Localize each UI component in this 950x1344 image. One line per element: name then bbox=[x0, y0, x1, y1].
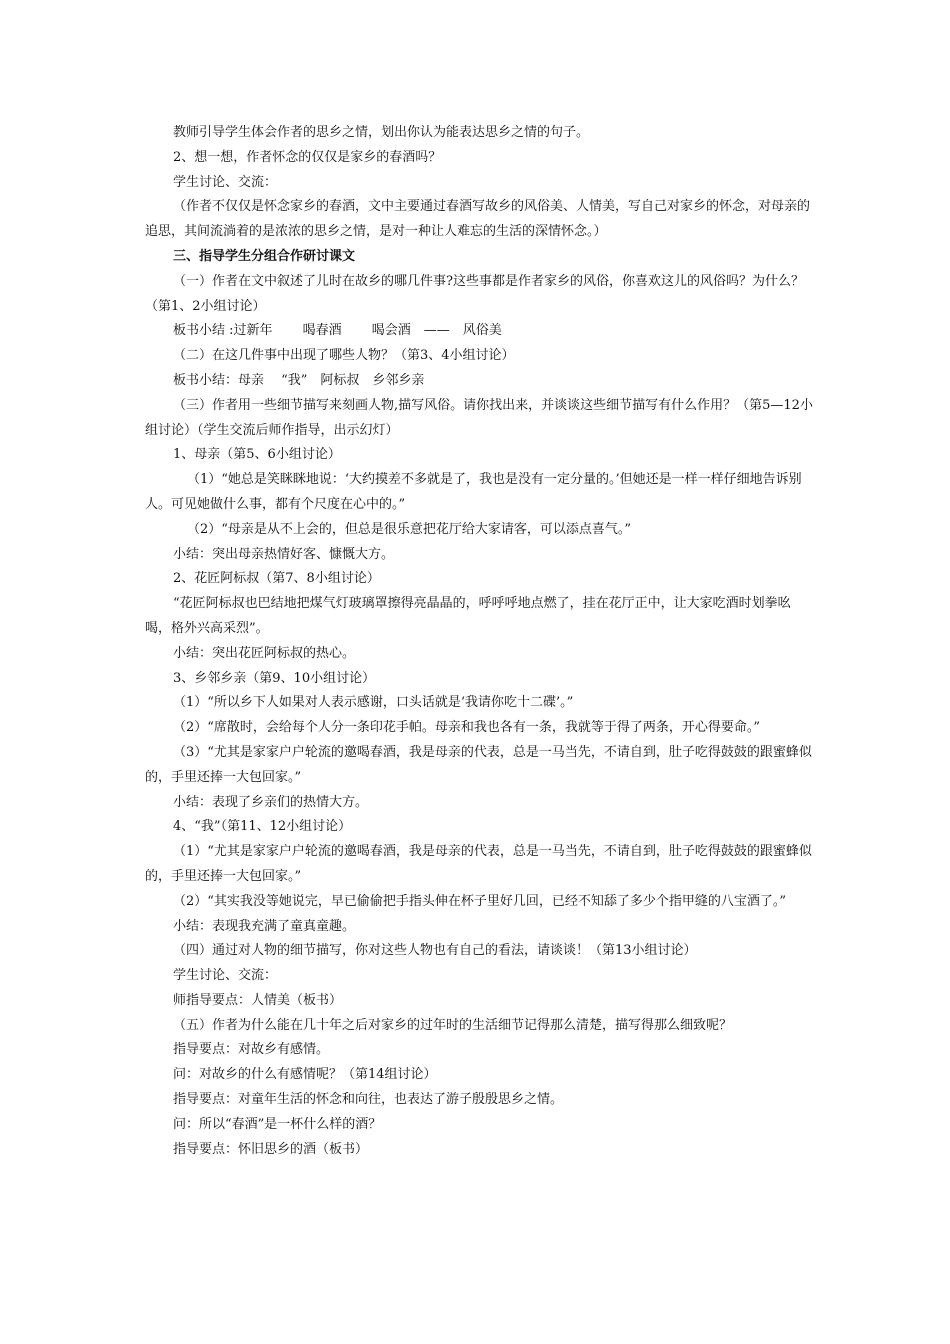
paragraph: 3、乡邻乡亲（第9、10小组讨论） bbox=[173, 670, 376, 686]
paragraph: 板书小结：母亲 “我” 阿标叔 乡邻乡亲 bbox=[173, 372, 425, 388]
paragraph: 学生讨论、交流： bbox=[173, 174, 278, 190]
paragraph: “花匠阿标叔也巴结地把煤气灯玻璃罩擦得亮晶晶的，呼呼呼地点燃了，挂在花厅正中，让大家吃酒时划拳吆喝，格外兴高采烈”。 bbox=[145, 596, 791, 636]
paragraph: （一）作者在文中叙述了儿时在故乡的哪几件事?这些事都是作者家乡的风俗，你喜欢这儿的风俗吗？为什么？（第1、2小组讨论） bbox=[145, 273, 804, 314]
paragraph: 问：对故乡的什么有感情呢？（第14组讨论） bbox=[173, 1067, 437, 1083]
paragraph: 2、花匠阿标叔（第7、8小组讨论） bbox=[173, 571, 380, 587]
paragraph: 师指导要点：人情美（板书） bbox=[173, 992, 343, 1008]
paragraph: 1、母亲（第5、6小组讨论） bbox=[173, 447, 341, 463]
paragraph: （2）“其实我没等她说完，早已偷偷把手指头伸在杯子里好几回，已经不知舔了多少个指甲缝的八宝酒了。” bbox=[173, 893, 787, 909]
paragraph: 板书小结 :过新年 喝春酒 喝会酒 —— 风俗美 bbox=[173, 323, 502, 339]
paragraph: （五）作者为什么能在几十年之后对家乡的过年时的生活细节记得那么清楚，描写得那么细致呢？ bbox=[173, 1017, 733, 1033]
document-body bbox=[145, 121, 815, 1162]
paragraph: 小结：表现了乡亲们的热情大方。 bbox=[173, 794, 369, 810]
paragraph: 小结：突出花匠阿标叔的热心。 bbox=[173, 645, 356, 661]
paragraph: 指导要点：怀旧思乡的酒（板书） bbox=[173, 1141, 369, 1157]
paragraph: 教师引导学生体会作者的思乡之情，划出你认为能表达思乡之情的句子。 bbox=[173, 125, 590, 140]
paragraph: （2）“席散时，会给每个人分一条印花手帕。母亲和我也各有一条，我就等于得了两条，开心得要命。” bbox=[173, 720, 761, 736]
paragraph: （1）“所以乡下人如果对人表示感谢，口头话就是‘我请你吃十二碟’。” bbox=[173, 695, 574, 711]
paragraph: 小结：突出母亲热情好客、慷慨大方。 bbox=[173, 546, 395, 562]
paragraph: 小结：表现我充满了童真童趣。 bbox=[173, 918, 356, 934]
section-heading: 三、指导学生分组合作研讨课文 bbox=[173, 248, 356, 264]
paragraph: （1）“她总是笑眯眯地说：‘大约摸差不多就是了，我也是没有一定分量的。’但她还是一样一样仔细地告诉别人。可见她做什么事，都有个尺度在心中的。” bbox=[145, 472, 802, 512]
paragraph: 指导要点：对童年生活的怀念和向往，也表达了游子殷殷思乡之情。 bbox=[173, 1092, 564, 1108]
paragraph: （四）通过对人物的细节描写，你对这些人物也有自己的看法，请谈谈！（第13小组讨论） bbox=[173, 943, 697, 959]
paragraph: 学生讨论、交流： bbox=[173, 968, 278, 984]
paragraph: 2、想一想，作者怀念的仅仅是家乡的春酒吗？ bbox=[173, 149, 442, 165]
paragraph: 4、“我”（第11、12小组讨论） bbox=[173, 819, 352, 835]
paragraph: 指导要点：对故乡有感情。 bbox=[173, 1042, 330, 1058]
paragraph: 问：所以“春酒”是一杯什么样的酒？ bbox=[173, 1116, 382, 1132]
paragraph: （1）“尤其是家家户户轮流的邀喝春酒，我是母亲的代表，总是一马当先，不请自到，肚子吃得鼓鼓的跟蜜蜂似的，手里还捧一大包回家。” bbox=[145, 844, 812, 884]
paragraph: （作者不仅仅是怀念家乡的春酒，文中主要通过春酒写故乡的风俗美、人情美，写自己对家乡的怀念，对母亲的追思，其间流淌着的是浓浓的思乡之情，是对一种让人难忘的生活的深情怀念。） bbox=[145, 199, 811, 240]
paragraph: （三）作者用一些细节描写来刻画人物,描写风俗。请你找出来，并谈谈这些细节描写有什么作用？（第5—12小组讨论）（学生交流后师作指导，出示幻灯） bbox=[145, 397, 813, 438]
paragraph: （二）在这几件事中出现了哪些人物？（第3、4小组讨论） bbox=[173, 348, 515, 364]
paragraph: （3）“尤其是家家户户轮流的邀喝春酒，我是母亲的代表，总是一马当先，不请自到，肚子吃得鼓鼓的跟蜜蜂似的，手里还捧一大包回家。” bbox=[145, 744, 812, 785]
paragraph: （2）“母亲是从不上会的，但总是很乐意把花厅给大家请客，可以添点喜气。” bbox=[187, 521, 632, 537]
